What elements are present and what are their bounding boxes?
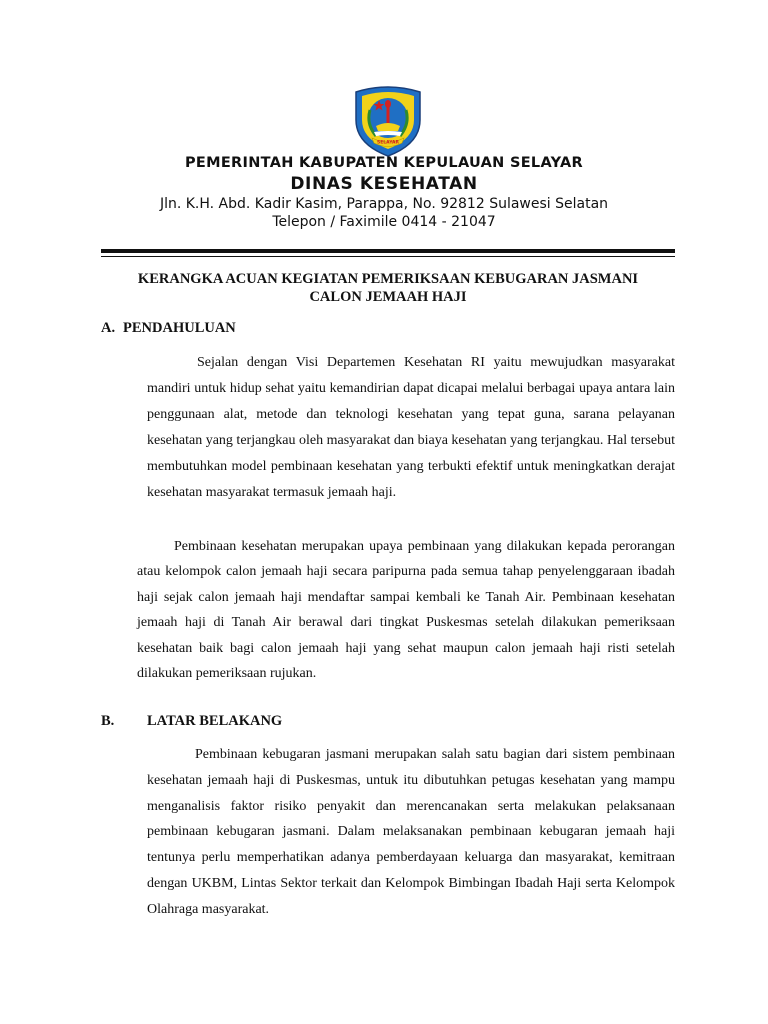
section-a-label: PENDAHULUAN: [123, 320, 236, 336]
section-a-paragraph-2: Pembinaan kesehatan merupakan upaya pembinaan yang dilakukan kepada perorangan atau kelompok calon jemaah haji secara paripurna pada semua tahap penyelenggaraan ibadah haji sejak calon jemaah haji mendaftar sampai kembali ke Tanah Air. Pembinaan kesehatan jemaah haji di Tanah Air berawal dari tingkat Puskesmas setelah dilakukan pemeriksaan kesehatan baik bagi calon jemaah haji yang sehat maupun calon jemaah haji risti setelah dilakukan pemeriksaan rujukan.: [137, 539, 675, 682]
letterhead-office-name: DINAS KESEHATAN: [290, 174, 478, 194]
document-title-line-1: KERANGKA ACUAN KEGIATAN PEMERIKSAAN KEBUGARAN JASMANI: [137, 271, 639, 287]
section-b-paragraph-1: Pembinaan kebugaran jasmani merupakan salah satu bagian dari sistem pembinaan kesehatan jemaah haji di Puskesmas, untuk itu dibutuhkan petugas kesehatan yang mampu menganalisis faktor risiko penyakit dan merencanakan serta melakukan pelaksanaan pembinaan kebugaran jasmani. Dalam melaksanakan pembinaan kebugaran jemaah haji tentunya perlu memperhatikan adanya pemberdayaan keluarga dan masyarakat, kemitraan dengan UKBM, Lintas Sektor terkait dan Kelompok Bimbingan Ibadah Haji serta Kelompok Olahraga masyarakat.: [147, 747, 675, 917]
section-b-number: B.: [101, 713, 115, 729]
document-title-line-2: CALON JEMAAH HAJI: [309, 289, 467, 305]
letterhead-address: Jln. K.H. Abd. Kadir Kasim, Parappa, No. 92812 Sulawesi Selatan: [159, 196, 609, 212]
section-a-heading: [101, 320, 236, 337]
letterhead-government-line: PEMERINTAH KABUPATEN KEPULAUAN SELAYAR: [184, 155, 583, 171]
letterhead-divider-thick: [101, 249, 675, 253]
regency-emblem-icon: [348, 86, 428, 158]
section-a-paragraph-1: Sejalan dengan Visi Departemen Kesehatan RI yaitu mewujudkan masyarakat mandiri untuk hidup sehat yaitu kemandirian dapat dicapai melalui berbagai upaya antara lain penggunaan alat, metode dan teknologi kesehatan yang tepat guna, sarana pelayanan kesehatan yang terjangkau oleh masyarakat dan biaya kesehatan yang terjangkau. Hal tersebut membutuhkan model pembinaan kesehatan yang terbukti efektif untuk meningkatkan derajat kesehatan masyarakat termasuk jemaah haji.: [147, 355, 675, 500]
letterhead-phone: Telepon / Faximile 0414 - 21047: [272, 214, 496, 230]
emblem-text: SELAYAR: [376, 140, 400, 146]
section-a-number: A.: [101, 320, 116, 336]
letterhead-divider-thin: [101, 256, 675, 257]
section-b-label: LATAR BELAKANG: [147, 713, 283, 729]
document-title: [100, 270, 676, 306]
